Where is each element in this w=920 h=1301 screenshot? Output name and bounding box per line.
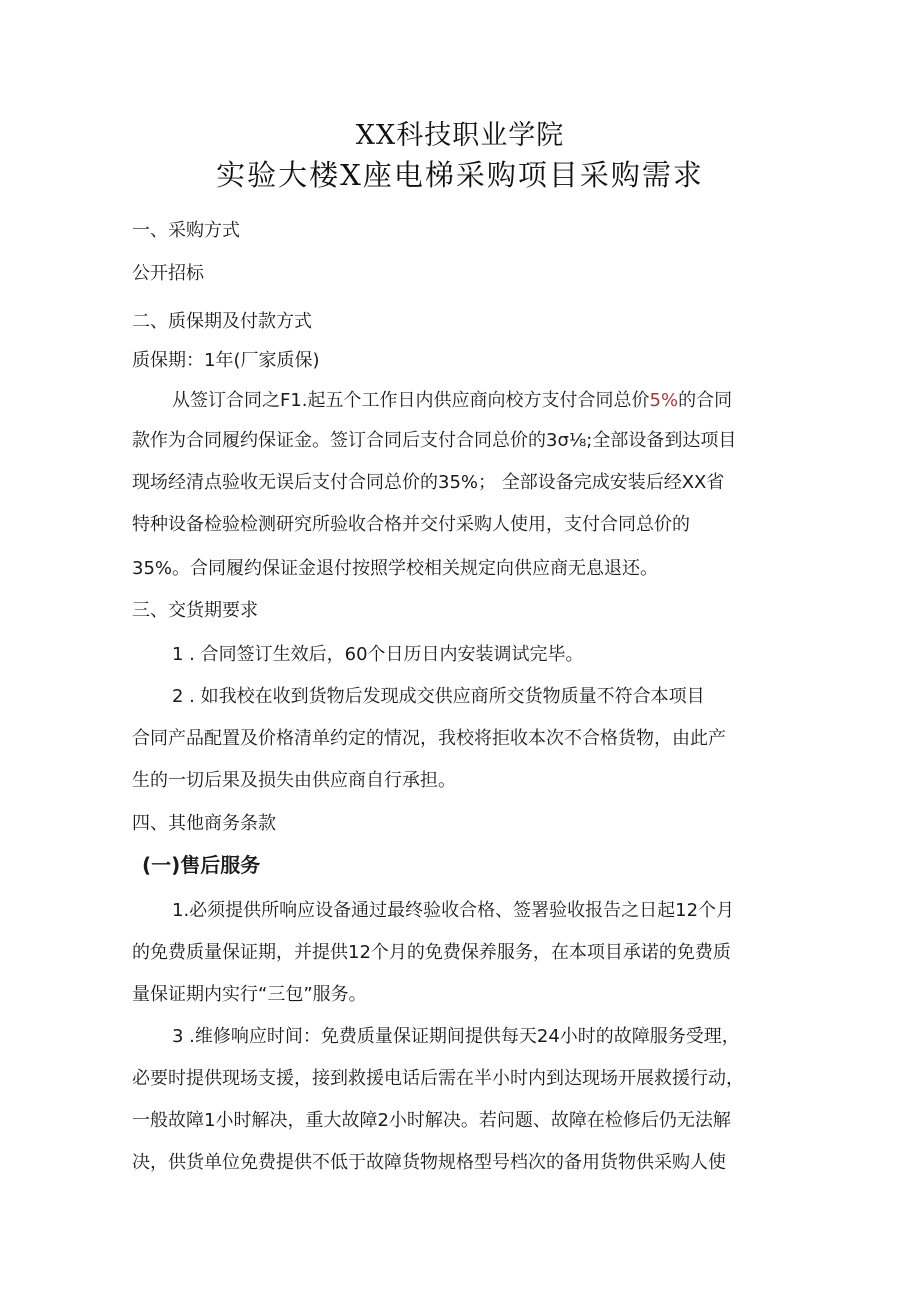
payment-line-5: 35%。合同履约保证金退付按照学校相关规定向供应商无息退还。 — [132, 558, 659, 579]
doc-title-project: 实验大楼X座电梯采购项目采购需求 — [216, 158, 704, 192]
after-sales-item-1-line-1: 1.必须提供所响应设备通过最终验收合格、签署验收报告之日起12个月 — [172, 900, 735, 921]
subsection-after-sales: (一)售后服务 — [142, 853, 261, 877]
payment-text: 从签订合同之F1.起五个工作日内供应商向校方支付合同总价 — [172, 390, 650, 411]
after-sales-item-3-line-1: 3 .维修响应时间：免费质量保证期间提供每天24小时的故障服务受理， — [172, 1026, 740, 1047]
warranty-period: 质保期：1年(厂家质保) — [132, 350, 320, 371]
payment-text: 的合同 — [678, 390, 733, 411]
delivery-item-2-line-1: 2 . 如我校在收到货物后发现成交供应商所交货物质量不符合本项目 — [172, 686, 705, 707]
payment-line-2: 款作为合同履约保证金。签订合同后支付合同总价的3σ⅛;全部设备到达项目 — [132, 430, 737, 451]
section-heading-other-terms: 四、其他商务条款 — [132, 813, 276, 834]
delivery-item-2-line-2: 合同产品配置及价格清单约定的情况，我校将拒收本次不合格货物，由此产 — [132, 728, 726, 749]
delivery-item-1: 1 . 合同签订生效后，60个日历日内安装调试完毕。 — [172, 644, 584, 665]
payment-line-1 — [172, 388, 732, 414]
after-sales-item-1-line-2: 的免费质量保证期，并提供12个月的免费保养服务，在本项目承诺的免费质 — [132, 942, 731, 963]
after-sales-item-3-line-4: 决，供货单位免费提供不低于故障货物规格型号档次的备用货物供采购人使 — [132, 1152, 726, 1173]
delivery-item-2-line-3: 生的一切后果及损失由供应商自行承担。 — [132, 770, 456, 791]
procurement-method-value: 公开招标 — [132, 263, 204, 284]
payment-line-4: 特种设备检验检测研究所验收合格并交付采购人使用，支付合同总价的 — [132, 514, 690, 535]
deposit-percent: 5% — [649, 390, 679, 411]
after-sales-item-1-line-3: 量保证期内实行“三包”服务。 — [132, 984, 367, 1005]
section-heading-warranty-payment: 二、质保期及付款方式 — [132, 311, 312, 332]
doc-title-institution: XX科技职业学院 — [355, 120, 565, 151]
after-sales-item-3-line-2: 必要时提供现场支援，接到救援电话后需在半小时内到达现场开展救援行动， — [132, 1068, 744, 1089]
section-heading-procurement-method: 一、采购方式 — [132, 220, 240, 241]
section-heading-delivery: 三、交货期要求 — [132, 600, 258, 621]
after-sales-item-3-line-3: 一般故障1小时解决，重大故障2小时解决。若问题、故障在检修后仍无法解 — [132, 1110, 731, 1131]
payment-line-3: 现场经清点验收无误后支付合同总价的35%； 全部设备完成安装后经XX省 — [132, 472, 725, 493]
